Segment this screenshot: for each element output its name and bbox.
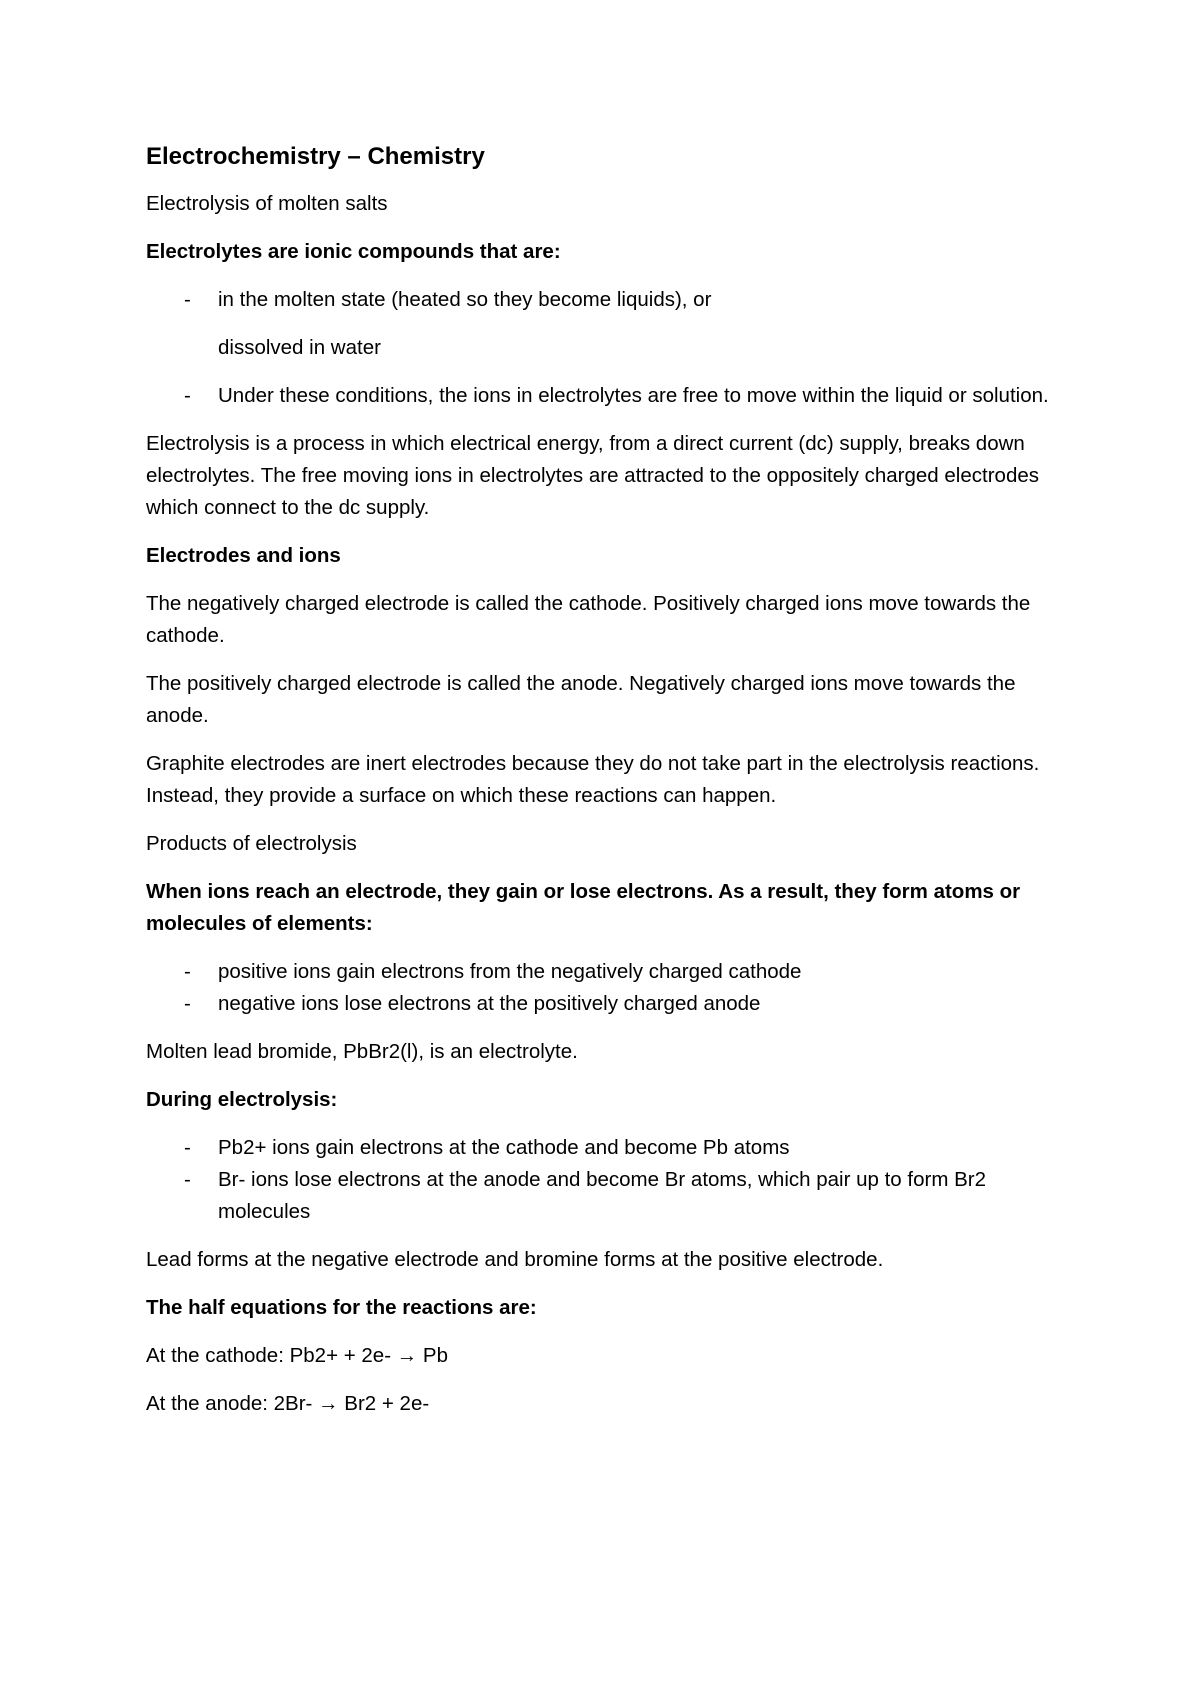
list-item bbox=[146, 1132, 1066, 1164]
list-item bbox=[146, 988, 1066, 1020]
list-item-text: in the molten state (heated so they become liquids), or bbox=[218, 288, 712, 311]
list-item bbox=[146, 956, 1066, 988]
list-item bbox=[146, 380, 1066, 412]
document-title: Electrochemistry – Chemistry bbox=[146, 143, 485, 170]
section-heading-products: Products of electrolysis bbox=[146, 832, 357, 855]
during-list bbox=[146, 1132, 1066, 1228]
list-item-text: Pb2+ ions gain electrons at the cathode and become Pb atoms bbox=[218, 1136, 790, 1159]
paragraph-ions-reach: When ions reach an electrode, they gain or lose electrons. As a result, they form atoms or molecules of elements: bbox=[146, 880, 1021, 935]
dash-bullet: - bbox=[184, 1136, 191, 1159]
dash-bullet: - bbox=[184, 288, 191, 311]
dash-bullet: - bbox=[184, 384, 191, 407]
electrolytes-intro: Electrolytes are ionic compounds that are: bbox=[146, 240, 561, 263]
paragraph-lead-forms: Lead forms at the negative electrode and bromine forms at the positive electrode. bbox=[146, 1248, 884, 1271]
conditions-list bbox=[146, 380, 1066, 412]
dash-bullet: - bbox=[184, 960, 191, 983]
paragraph-electrolysis: Electrolysis is a process in which electrical energy, from a direct current (dc) supply, breaks down electrolytes. The free moving ions in electrolytes are attracted to the oppositely charged electrodes which connect to the dc supply. bbox=[146, 432, 1039, 519]
dissolved-line: dissolved in water bbox=[218, 336, 381, 359]
paragraph-graphite: Graphite electrodes are inert electrodes because they do not take part in the electrolysis reactions. Instead, they provide a surface on which these reactions can happen. bbox=[146, 752, 1040, 807]
paragraph-anode: The positively charged electrode is called the anode. Negatively charged ions move towards the anode. bbox=[146, 672, 1016, 727]
list-item bbox=[146, 284, 1066, 316]
paragraph-cathode: The negatively charged electrode is called the cathode. Positively charged ions move towards the cathode. bbox=[146, 592, 1031, 647]
electrolytes-list bbox=[146, 284, 1066, 316]
list-item-text: negative ions lose electrons at the positively charged anode bbox=[218, 992, 761, 1015]
equation-cathode: At the cathode: Pb2+ + 2e- → Pb bbox=[146, 1344, 449, 1367]
products-list bbox=[146, 956, 1066, 1020]
paragraph-lead-bromide: Molten lead bromide, PbBr2(l), is an electrolyte. bbox=[146, 1040, 578, 1063]
list-item-text: Br- ions lose electrons at the anode and become Br atoms, which pair up to form Br2 molecules bbox=[218, 1168, 986, 1223]
equation-anode: At the anode: 2Br- → Br2 + 2e- bbox=[146, 1392, 430, 1415]
list-item bbox=[146, 1164, 1066, 1228]
list-item-text: positive ions gain electrons from the negatively charged cathode bbox=[218, 960, 802, 983]
dash-bullet: - bbox=[184, 992, 191, 1015]
section-heading-electrodes: Electrodes and ions bbox=[146, 544, 341, 567]
section-heading-molten-salts: Electrolysis of molten salts bbox=[146, 192, 388, 215]
section-heading-half-equations: The half equations for the reactions are: bbox=[146, 1296, 537, 1319]
document-page bbox=[146, 140, 1066, 1436]
list-item-text: Under these conditions, the ions in electrolytes are free to move within the liquid or solution. bbox=[218, 384, 1049, 407]
section-heading-during: During electrolysis: bbox=[146, 1088, 338, 1111]
dash-bullet: - bbox=[184, 1168, 191, 1191]
